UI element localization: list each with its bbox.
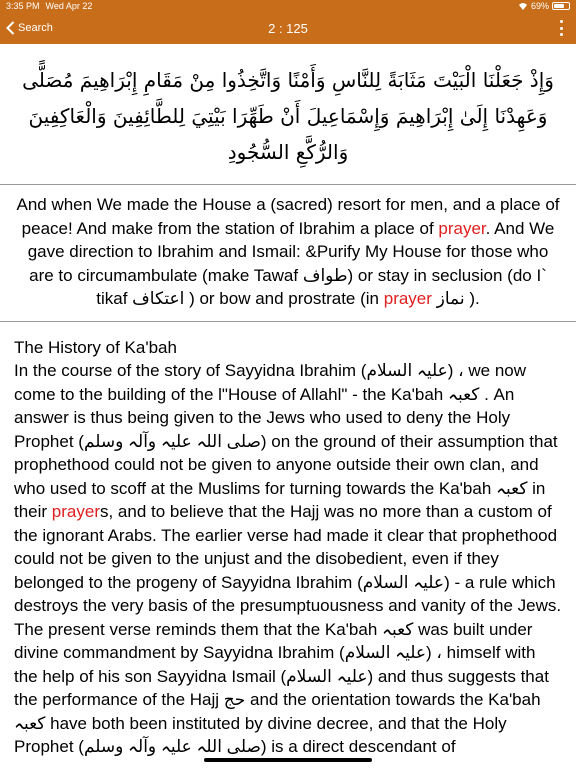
highlight-prayer: prayer: [438, 218, 486, 238]
home-indicator[interactable]: [204, 758, 372, 762]
commentary-text-1: In the course of the story of Sayyidna Ibrahim (عليہ السلام) ، we now come to the building of the l"House of Allahl" - the Ka'bah کعبہ . An answer is thus being given to the Jews who used to deny the Holy Prophet (صلی اللہ علیہ وآلہ وسلم) on the ground of their assumption that prophethood could not be given to anyone outside their own clan, and who used to scoff at the Muslims for turning towards the Ka'bah کعبہ in their: [14, 361, 558, 521]
commentary-body: [14, 359, 562, 759]
status-bar: [0, 0, 576, 12]
commentary-heading: The History of Ka'bah: [14, 337, 177, 357]
battery-percent: 69%: [530, 1, 549, 11]
commentary-text-2: s, and to believe that the Hajj was no more than a custom of the ignorant Arabs. The earlier verse had made it clear that prophethood could not be given to the unjust and the disobedient, even if they belonged to the progeny of Sayyidna Ibrahim (عليہ السلام) - a rule which destroys the very basis of the presumptuousness and vanity of the Jews. The present verse reminds them that the Ka'bah کعبہ was built under divine commandment by Sayyidna Ibrahim (عليہ السلام) ، himself with the help of his son Sayyidna Ismail (عليہ السلام) and thus suggests that the performance of the Hajj حج and the orientation towards the Ka'bah کعبہ have both been instituted by divine decree, and that the Holy Prophet (صلی اللہ علیہ وآلہ وسلم) is a direct descendant of: [14, 502, 562, 756]
status-time: 3:35 PM: [6, 1, 40, 11]
wifi-icon: [518, 2, 528, 10]
highlight-prayer: prayer: [51, 502, 100, 521]
arabic-verse: وَإِذْ جَعَلْنَا الْبَيْتَ مَثَابَةً لِلنَّاسِ وَأَمْنًا وَاتَّخِذُوا مِنْ مَقَامِ إِبْرَاهِيمَ مُصَلًّى وَعَهِدْنَا إِلَىٰ إِبْرَاهِيمَ وَإِسْمَاعِيلَ أَنْ طَهِّرَا بَيْتِيَ لِلطَّائِفِينَ وَالْعَاكِفِينَ وَالرُّكَّعِ السُّجُودِ: [22, 68, 554, 164]
back-button[interactable]: [0, 21, 53, 35]
chevron-left-icon: [6, 21, 15, 35]
status-right: [518, 1, 570, 11]
verse-content[interactable]: [0, 44, 576, 768]
page-title: 2 : 125: [268, 20, 308, 36]
battery-icon: [552, 2, 570, 10]
back-label: Search: [18, 22, 53, 34]
translation-text-1: And when We made the House a (sacred) resort for men, and a place of peace! And make from the station of Ibrahim a place of: [16, 195, 560, 238]
translation-text-3: نماز ).: [431, 289, 480, 308]
highlight-prayer: prayer: [383, 289, 432, 308]
commentary: [0, 322, 576, 759]
verse-translation: [0, 185, 576, 321]
translation-text-2: . And We gave direction to Ibrahim and Ismail: &Purify My House for those who are to circumambulate (make Tawaf طواف) or stay in seclusion (do I` tikaf اعتكاف ) or bow and prostrate (in: [27, 218, 555, 308]
status-date: Wed Apr 22: [45, 1, 93, 11]
more-options-icon[interactable]: [558, 20, 564, 36]
nav-bar: [0, 12, 576, 44]
battery-level: [554, 4, 564, 8]
